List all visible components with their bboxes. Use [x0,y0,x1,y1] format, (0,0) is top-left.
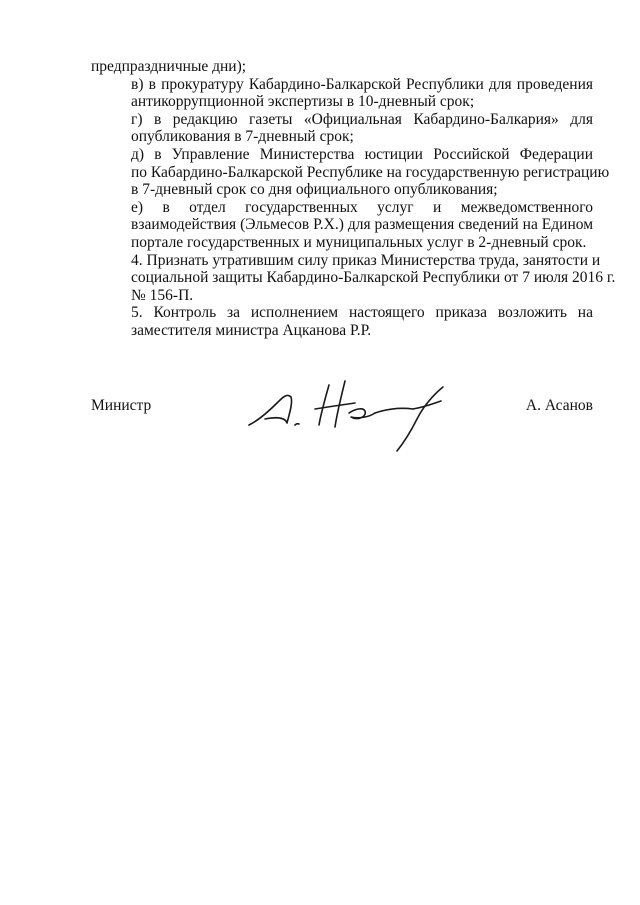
text-line: 4. Признать утратившим силу приказ Министерства труда, занятости и [131,251,601,269]
text-line: № 156-П. [131,286,194,304]
document-body [91,58,616,340]
handwritten-signature [237,373,477,453]
text-line: предпраздничные дни); [91,58,247,75]
paragraph-item-e [91,199,593,252]
text-line: социальной защиты Кабардино-Балкарской Республики от 7 июля 2016 г. [131,269,616,287]
paragraph-point-5 [91,304,593,339]
text-line: в) в прокуратуру Кабардино-Балкарской Республики для проведения [131,75,593,93]
signer-position: Министр [91,397,152,414]
text-line: г) в редакцию газеты «Официальная Кабардино-Балкария» для [131,110,593,128]
text-line: по Кабардино-Балкарской Республике на государственную регистрацию [131,163,610,181]
text-line: заместителя министра Ацканова Р.Р. [131,321,372,339]
text-line: антикоррупционной экспертизы в 10-дневный срок; [131,93,475,111]
text-line: 5. Контроль за исполнением настоящего приказа возложить на [131,304,593,322]
text-line: портале государственных и муниципальных услуг в 2-дневный срок. [131,233,587,251]
text-line: в 7-дневный срок со дня официального опубликования; [131,181,498,199]
signature-block [91,395,593,465]
text-line: взаимодействия (Эльмесов Р.Х.) для размещения сведений на Едином [131,216,593,234]
text-line: е) в отдел государственных услуг и межведомственного [131,198,593,216]
paragraph-item-g [91,111,593,146]
paragraph-item-d [91,145,610,199]
paragraph-point-4 [91,251,616,305]
text-line: опубликования в 7-дневный срок; [131,128,354,146]
paragraph-item-v [91,76,593,111]
paragraph-continuation [91,58,593,76]
signer-name: А. Асанов [525,397,593,414]
text-line: д) в Управление Министерства юстиции Российской Федерации [131,145,593,163]
